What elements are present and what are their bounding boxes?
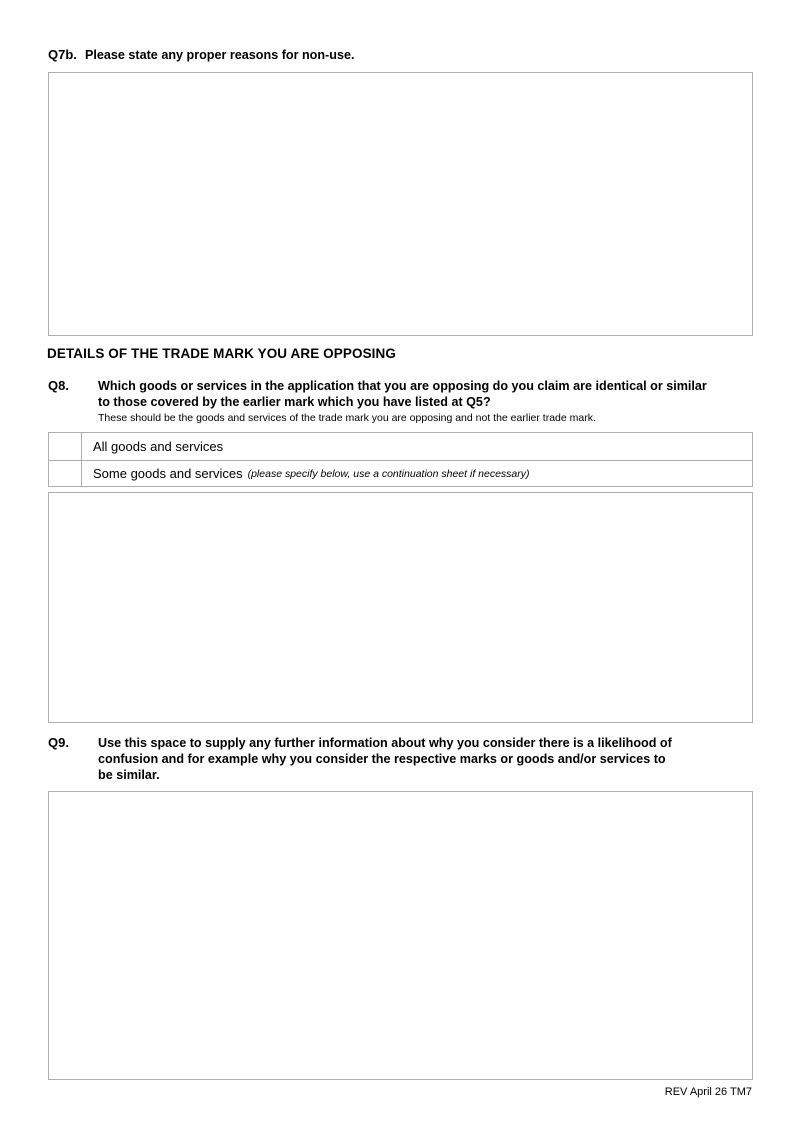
q8-option-some-goods-label: Some goods and services [93,466,243,481]
q8-question-note: These should be the goods and services of the trade mark you are opposing and not the earlier trade mark. [98,412,596,424]
q8-specify-box[interactable] [48,492,753,723]
q8-question-row [48,378,707,425]
q8-label: Q8. [48,378,69,393]
q9-question-line-1: Use this space to supply any further information about why you consider there is a likelihood of [98,736,672,750]
q9-question-block [98,735,672,783]
q8-option-all-goods [82,433,752,461]
q9-question-row [48,735,672,783]
q7b-question-row [48,47,354,63]
q8-options-table [48,432,753,487]
q8-option-some-goods [82,461,752,486]
q7b-question-text: Please state any proper reasons for non-use. [85,48,355,62]
q8-question-line-2: to those covered by the earlier mark which you have listed at Q5? [98,395,491,409]
section-heading-opposing-details: DETAILS OF THE TRADE MARK YOU ARE OPPOSING [47,346,396,361]
q7b-response-box[interactable] [48,72,753,336]
q9-question-line-2: confusion and for example why you consider the respective marks or goods and/or services to [98,752,666,766]
q8-question-line-1: Which goods or services in the application that you are opposing do you claim are identical or similar [98,379,707,393]
q8-question-block [98,378,707,425]
form-revision-footer: REV April 26 TM7 [664,1086,752,1098]
q9-label: Q9. [48,735,69,750]
q7b-label: Q7b. [48,47,77,62]
q9-question-line-3: be similar. [98,768,160,782]
q9-response-box[interactable] [48,791,753,1080]
q8-option-some-goods-note: (please specify below, use a continuation sheet if necessary) [247,467,530,480]
q8-some-goods-checkbox[interactable] [49,461,82,486]
q8-option-all-goods-label: All goods and services [93,439,224,454]
q8-all-goods-checkbox[interactable] [49,433,82,461]
